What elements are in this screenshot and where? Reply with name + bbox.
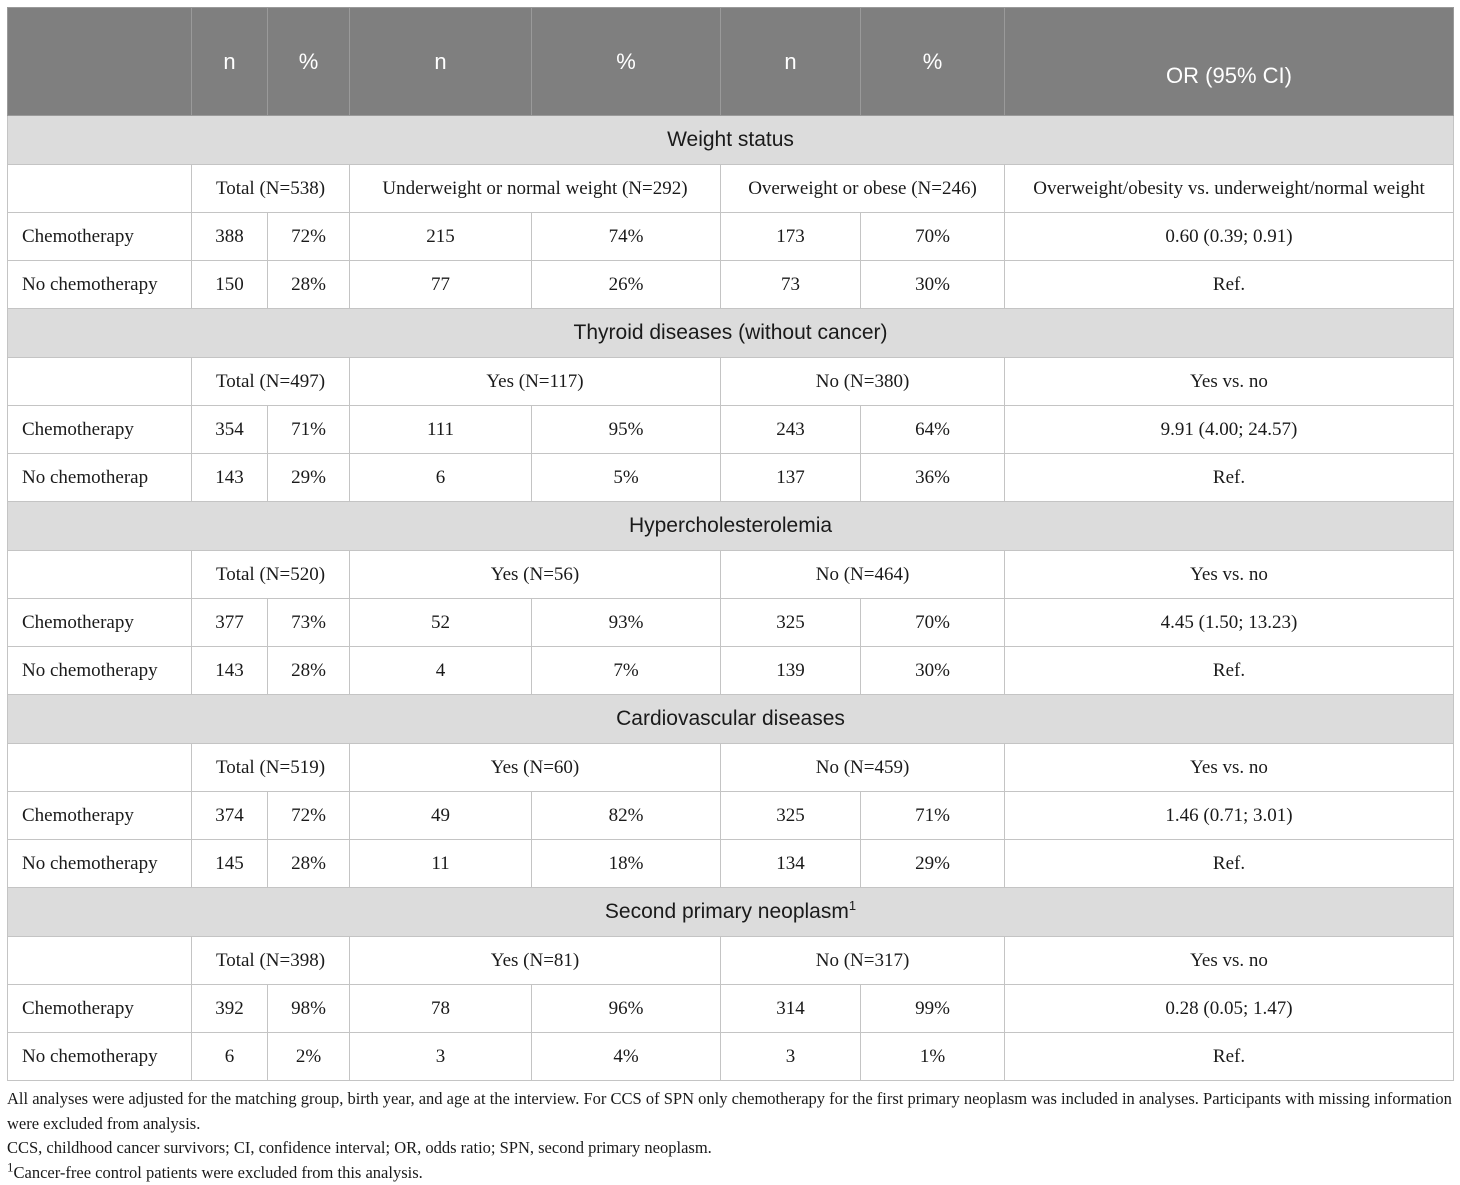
cell-a-pct: 18% — [532, 840, 721, 888]
results-table-container — [7, 7, 1453, 1185]
header-pct-group-b: % — [861, 8, 1005, 116]
cell-b-n: 3 — [721, 1033, 861, 1081]
cell-total-pct: 73% — [268, 599, 350, 647]
row-label: No chemotherapy — [8, 647, 192, 695]
footnote-adjustment: All analyses were adjusted for the matching group, birth year, and age at the interview. For CCS of SPN only chemotherapy for the first primary neoplasm was included in analyses. Participants with missing information were excluded from analysis. — [7, 1087, 1453, 1136]
cell-a-pct: 26% — [532, 261, 721, 309]
cell-a-n: 215 — [350, 213, 532, 261]
subheader-total: Total (N=398) — [192, 937, 350, 985]
table-row — [8, 406, 1454, 454]
section-title-row — [8, 695, 1454, 744]
table-row — [8, 454, 1454, 502]
cell-a-n: 11 — [350, 840, 532, 888]
cell-b-pct: 70% — [861, 599, 1005, 647]
subheader-row — [8, 937, 1454, 985]
cell-a-pct: 7% — [532, 647, 721, 695]
cell-a-n: 111 — [350, 406, 532, 454]
cell-or: 1.46 (0.71; 3.01) — [1005, 792, 1454, 840]
row-label: Chemotherapy — [8, 406, 192, 454]
results-table — [7, 7, 1454, 1081]
cell-a-pct: 96% — [532, 985, 721, 1033]
subheader-comparison: Yes vs. no — [1005, 551, 1454, 599]
header-blank-cell — [8, 8, 192, 116]
cell-total-n: 145 — [192, 840, 268, 888]
section-title-text: Weight status — [667, 128, 794, 151]
cell-or: 9.91 (4.00; 24.57) — [1005, 406, 1454, 454]
table-row — [8, 647, 1454, 695]
section-title-text: Thyroid diseases (without cancer) — [574, 321, 888, 344]
cell-a-pct: 95% — [532, 406, 721, 454]
subheader-row — [8, 165, 1454, 213]
row-label: No chemotherapy — [8, 261, 192, 309]
section-title-row — [8, 309, 1454, 358]
cell-b-pct: 30% — [861, 261, 1005, 309]
footnote-marker: 1 — [7, 1159, 14, 1174]
section-title — [8, 502, 1454, 551]
cell-total-n: 6 — [192, 1033, 268, 1081]
subheader-blank-cell — [8, 358, 192, 406]
table-row — [8, 261, 1454, 309]
cell-total-pct: 28% — [268, 261, 350, 309]
cell-total-pct: 28% — [268, 647, 350, 695]
subheader-group-b: No (N=459) — [721, 744, 1005, 792]
section-title-text: Cardiovascular diseases — [616, 707, 845, 730]
cell-b-pct: 36% — [861, 454, 1005, 502]
cell-b-n: 139 — [721, 647, 861, 695]
cell-a-n: 3 — [350, 1033, 532, 1081]
cell-b-n: 325 — [721, 599, 861, 647]
cell-a-pct: 82% — [532, 792, 721, 840]
cell-a-n: 78 — [350, 985, 532, 1033]
table-row — [8, 1033, 1454, 1081]
section-title — [8, 116, 1454, 165]
subheader-blank-cell — [8, 551, 192, 599]
subheader-comparison: Overweight/obesity vs. underweight/normal weight — [1005, 165, 1454, 213]
footnote-abbreviations: CCS, childhood cancer survivors; CI, confidence interval; OR, odds ratio; SPN, second primary neoplasm. — [7, 1136, 1453, 1161]
cell-total-pct: 29% — [268, 454, 350, 502]
table-row — [8, 840, 1454, 888]
section-title-row — [8, 502, 1454, 551]
cell-total-pct: 72% — [268, 213, 350, 261]
subheader-group-b: No (N=380) — [721, 358, 1005, 406]
row-label: No chemotherapy — [8, 840, 192, 888]
subheader-blank-cell — [8, 744, 192, 792]
cell-or: Ref. — [1005, 454, 1454, 502]
cell-b-n: 173 — [721, 213, 861, 261]
subheader-blank-cell — [8, 165, 192, 213]
cell-total-pct: 98% — [268, 985, 350, 1033]
section-title-text: Hypercholesterolemia — [629, 514, 832, 537]
section-title — [8, 695, 1454, 744]
cell-b-pct: 99% — [861, 985, 1005, 1033]
row-label: Chemotherapy — [8, 792, 192, 840]
cell-total-n: 392 — [192, 985, 268, 1033]
subheader-group-b: No (N=464) — [721, 551, 1005, 599]
cell-b-pct: 71% — [861, 792, 1005, 840]
subheader-row — [8, 551, 1454, 599]
cell-total-n: 354 — [192, 406, 268, 454]
cell-total-pct: 2% — [268, 1033, 350, 1081]
cell-b-n: 325 — [721, 792, 861, 840]
cell-total-pct: 28% — [268, 840, 350, 888]
subheader-group-a: Underweight or normal weight (N=292) — [350, 165, 721, 213]
row-label: No chemotherap — [8, 454, 192, 502]
section-title-superscript: 1 — [849, 898, 856, 913]
cell-b-n: 73 — [721, 261, 861, 309]
row-label: Chemotherapy — [8, 213, 192, 261]
subheader-group-b: Overweight or obese (N=246) — [721, 165, 1005, 213]
subheader-total: Total (N=538) — [192, 165, 350, 213]
cell-b-n: 243 — [721, 406, 861, 454]
cell-b-n: 137 — [721, 454, 861, 502]
cell-b-pct: 1% — [861, 1033, 1005, 1081]
subheader-total: Total (N=520) — [192, 551, 350, 599]
section-title — [8, 309, 1454, 358]
row-label: Chemotherapy — [8, 985, 192, 1033]
cell-or: Ref. — [1005, 261, 1454, 309]
subheader-comparison: Yes vs. no — [1005, 358, 1454, 406]
subheader-row — [8, 744, 1454, 792]
table-footnotes — [7, 1087, 1453, 1185]
cell-or: 0.60 (0.39; 0.91) — [1005, 213, 1454, 261]
cell-a-pct: 74% — [532, 213, 721, 261]
cell-total-n: 143 — [192, 454, 268, 502]
subheader-group-b: No (N=317) — [721, 937, 1005, 985]
section-title-row — [8, 116, 1454, 165]
cell-total-pct: 71% — [268, 406, 350, 454]
subheader-group-a: Yes (N=56) — [350, 551, 721, 599]
section-title-row — [8, 888, 1454, 937]
header-pct-total: % — [268, 8, 350, 116]
cell-a-n: 4 — [350, 647, 532, 695]
subheader-group-a: Yes (N=60) — [350, 744, 721, 792]
cell-a-pct: 93% — [532, 599, 721, 647]
cell-or: Ref. — [1005, 1033, 1454, 1081]
row-label: No chemotherapy — [8, 1033, 192, 1081]
subheader-group-a: Yes (N=81) — [350, 937, 721, 985]
cell-a-n: 52 — [350, 599, 532, 647]
subheader-total: Total (N=497) — [192, 358, 350, 406]
header-or-ci: OR (95% CI) — [1005, 8, 1454, 116]
cell-b-n: 134 — [721, 840, 861, 888]
cell-a-n: 6 — [350, 454, 532, 502]
cell-a-pct: 4% — [532, 1033, 721, 1081]
subheader-row — [8, 358, 1454, 406]
subheader-comparison: Yes vs. no — [1005, 937, 1454, 985]
table-row — [8, 213, 1454, 261]
cell-total-n: 388 — [192, 213, 268, 261]
cell-total-n: 150 — [192, 261, 268, 309]
header-row — [8, 8, 1454, 116]
cell-or: 0.28 (0.05; 1.47) — [1005, 985, 1454, 1033]
subheader-blank-cell — [8, 937, 192, 985]
cell-a-n: 77 — [350, 261, 532, 309]
table-row — [8, 985, 1454, 1033]
cell-a-pct: 5% — [532, 454, 721, 502]
cell-a-n: 49 — [350, 792, 532, 840]
table-row — [8, 599, 1454, 647]
cell-or: Ref. — [1005, 840, 1454, 888]
header-n-group-b: n — [721, 8, 861, 116]
cell-b-pct: 64% — [861, 406, 1005, 454]
cell-b-pct: 30% — [861, 647, 1005, 695]
cell-or: 4.45 (1.50; 13.23) — [1005, 599, 1454, 647]
cell-total-pct: 72% — [268, 792, 350, 840]
table-row — [8, 792, 1454, 840]
cell-b-pct: 70% — [861, 213, 1005, 261]
header-n-group-a: n — [350, 8, 532, 116]
section-title-text: Second primary neoplasm — [605, 900, 849, 923]
cell-b-pct: 29% — [861, 840, 1005, 888]
row-label: Chemotherapy — [8, 599, 192, 647]
subheader-group-a: Yes (N=117) — [350, 358, 721, 406]
cell-or: Ref. — [1005, 647, 1454, 695]
section-title — [8, 888, 1454, 937]
cell-total-n: 143 — [192, 647, 268, 695]
subheader-total: Total (N=519) — [192, 744, 350, 792]
header-n-total: n — [192, 8, 268, 116]
header-pct-group-a: % — [532, 8, 721, 116]
cell-total-n: 377 — [192, 599, 268, 647]
subheader-comparison: Yes vs. no — [1005, 744, 1454, 792]
footnote-exclusion-text: Cancer-free control patients were excluded from this analysis. — [14, 1163, 423, 1182]
cell-b-n: 314 — [721, 985, 861, 1033]
cell-total-n: 374 — [192, 792, 268, 840]
